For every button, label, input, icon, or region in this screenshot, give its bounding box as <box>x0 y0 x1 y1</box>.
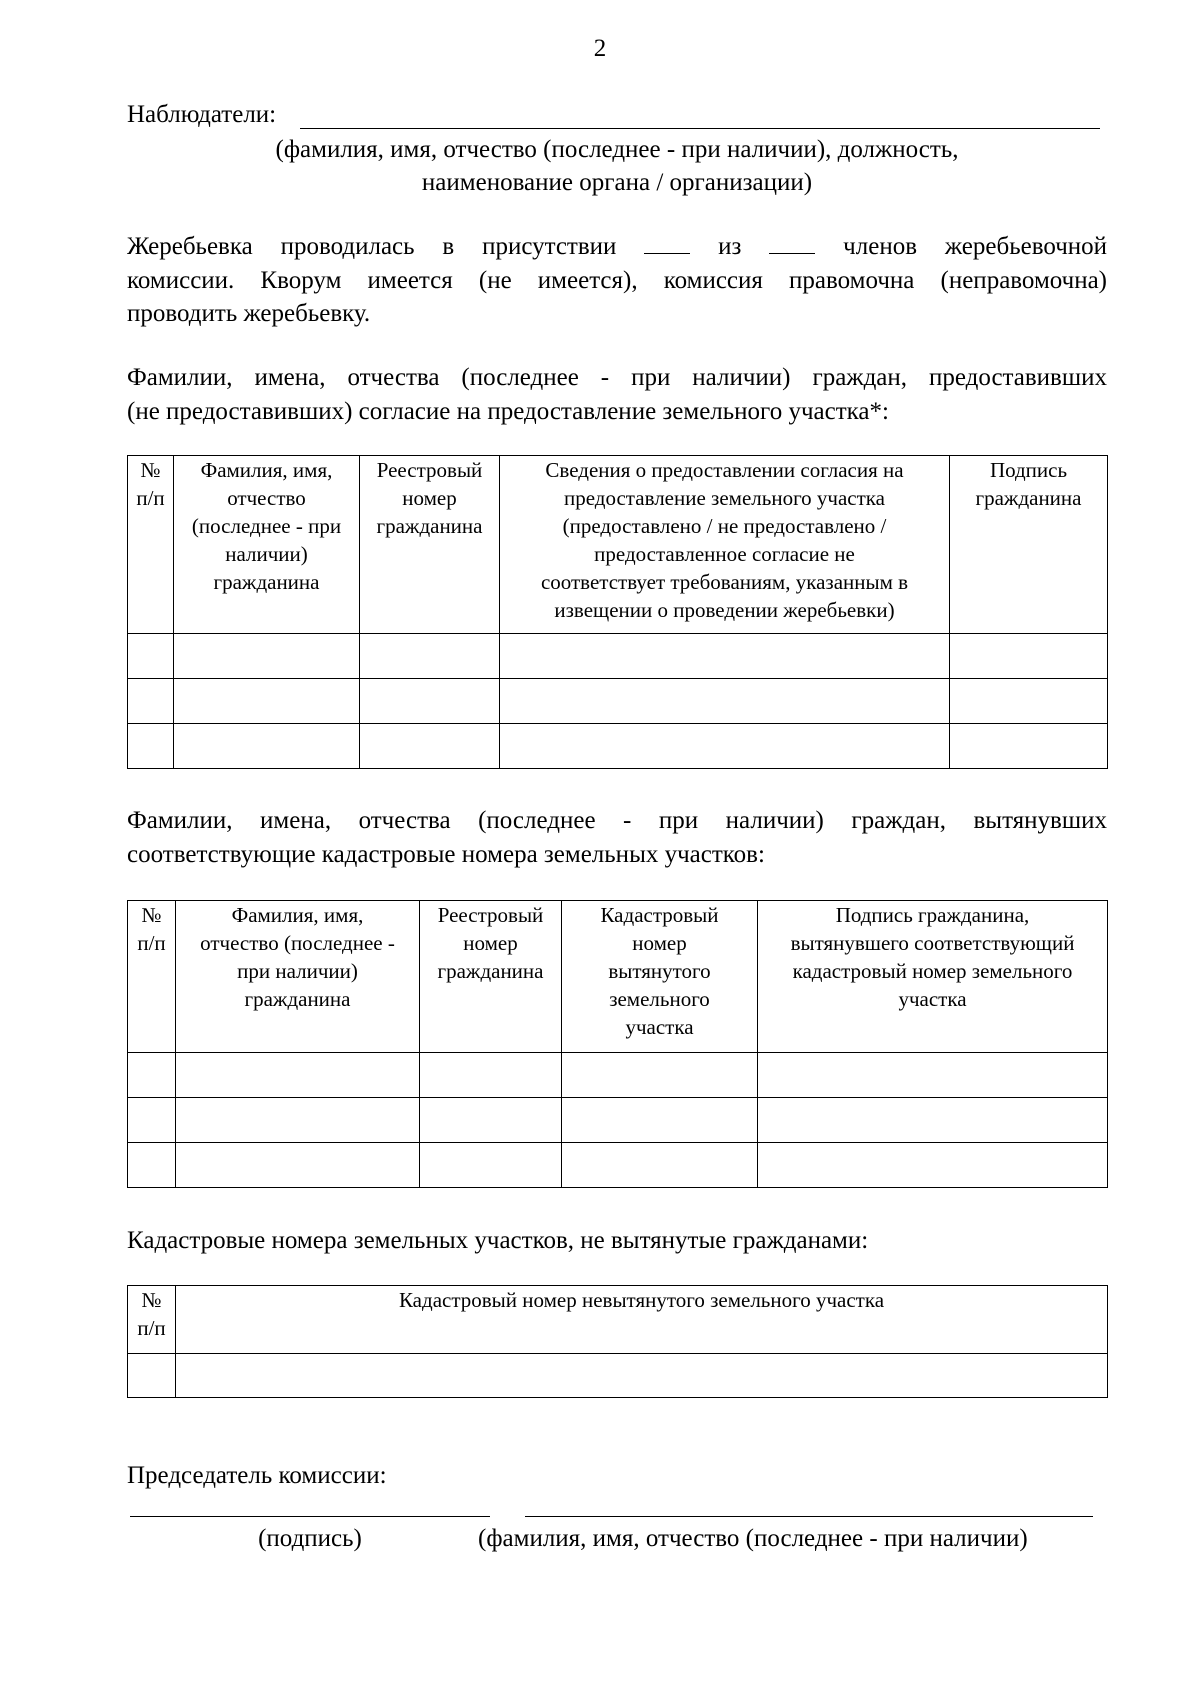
present-count-blank <box>644 231 690 254</box>
header-cell-signature: Подпись гражданина <box>950 456 1108 634</box>
section3-line-1: Кадастровые номера земельных участков, не вытянутые гражданами: <box>127 1227 869 1254</box>
header-cell-number: № п/п <box>128 1286 176 1354</box>
table-row <box>128 1143 1108 1188</box>
table-row <box>128 1098 1108 1143</box>
draw-results-table-header <box>128 901 1108 1053</box>
table-row <box>128 1053 1108 1098</box>
section1-line-2: (не предоставивших) согласие на предоставление земельного участка*: <box>127 398 889 425</box>
table-row <box>128 679 1108 724</box>
page-number: 2 <box>593 35 607 62</box>
header-cell-name: Фамилия, имя, отчество (последнее - при наличии) гражданина <box>176 901 420 1053</box>
observers-hint-1: (фамилия, имя, отчество (последнее - при наличии), должность, <box>275 136 959 163</box>
section2-line-1: Фамилии, имена, отчества (последнее - при наличии) граждан, вытянувших <box>127 807 1107 834</box>
undrawn-plots-table <box>127 1285 1108 1398</box>
observers-fill-line <box>300 128 1100 129</box>
name-fill-line <box>525 1516 1093 1517</box>
header-cell-number: № п/п <box>128 901 176 1053</box>
name-hint: (фамилия, имя, отчество (последнее - при наличии) <box>478 1525 1028 1552</box>
undrawn-plots-table-header <box>128 1286 1108 1354</box>
quorum-line-1: Жеребьевка проводилась в присутствии из членов жеребьевочной <box>127 233 1108 260</box>
quorum-line-2: комиссии. Кворум имеется (не имеется), комиссия правомочна (неправомочна) <box>127 267 1107 294</box>
section1-line-1: Фамилии, имена, отчества (последнее - при наличии) граждан, предоставивших <box>127 364 1107 391</box>
signature-hint: (подпись) <box>258 1525 362 1552</box>
header-cell-registry: Реестровый номер гражданина <box>420 901 562 1053</box>
header-cell-consent-info: Сведения о предоставлении согласия на предоставление земельного участка (предоставлено / не предоставлено / предоставленное согласие не соответствует требованиям, указанным в извещении о проведении жеребьевки) <box>500 456 950 634</box>
header-cell-name: Фамилия, имя, отчество (последнее - при наличии) гражданина <box>174 456 360 634</box>
header-cell-number: № п/п <box>128 456 174 634</box>
consent-table-header <box>128 456 1108 634</box>
consent-table <box>127 455 1108 769</box>
observers-hint-2: наименование органа / организации) <box>421 169 813 196</box>
chairman-label: Председатель комиссии: <box>127 1462 387 1489</box>
table-row <box>128 1354 1108 1398</box>
quorum-line-3: проводить жеребьевку. <box>127 300 371 327</box>
signature-fill-line <box>130 1516 490 1517</box>
header-cell-signature: Подпись гражданина, вытянувшего соответствующий кадастровый номер земельного участка <box>758 901 1108 1053</box>
table-row <box>128 724 1108 769</box>
draw-results-table <box>127 900 1108 1188</box>
total-count-blank <box>769 231 815 254</box>
header-cell-registry: Реестровый номер гражданина <box>360 456 500 634</box>
header-cell-cadastral: Кадастровый номер вытянутого земельного участка <box>562 901 758 1053</box>
observers-label: Наблюдатели: <box>127 101 277 128</box>
table-row <box>128 634 1108 679</box>
section2-line-2: соответствующие кадастровые номера земельных участков: <box>127 841 765 868</box>
header-cell-cadastral: Кадастровый номер невытянутого земельного участка <box>176 1286 1108 1354</box>
